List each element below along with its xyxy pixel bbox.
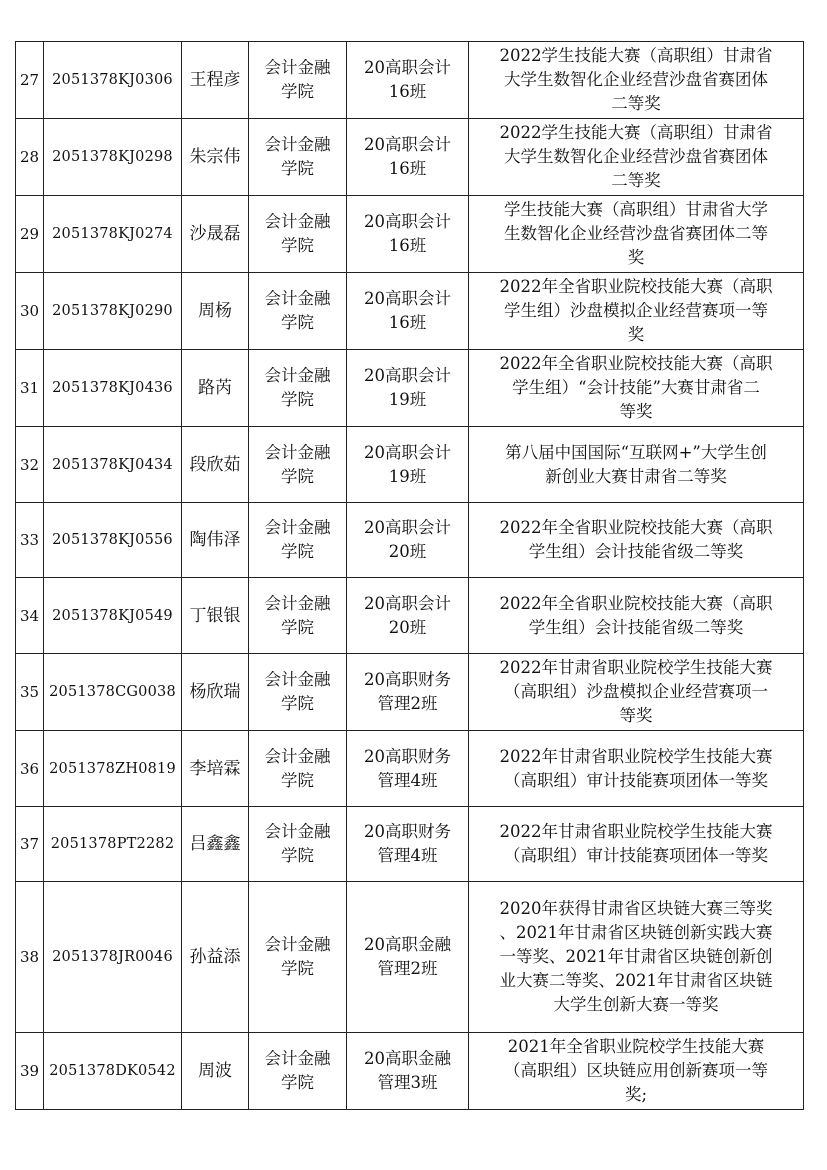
student-name: 陶伟泽 (182, 503, 249, 578)
student-id: 2051378DK0542 (44, 1033, 182, 1110)
award-description: 2022年甘肃省职业院校学生技能大赛 （高职组）审计技能赛项团体一等奖 (469, 807, 804, 882)
row-number: 35 (16, 654, 44, 731)
row-number: 30 (16, 273, 44, 350)
student-id: 2051378KJ0549 (44, 578, 182, 654)
college: 会计金融 学院 (249, 731, 347, 807)
student-name: 朱宗伟 (182, 119, 249, 196)
class-name: 20高职会计 19班 (347, 350, 469, 427)
award-description: 2022年甘肃省职业院校学生技能大赛 （高职组）审计技能赛项团体一等奖 (469, 731, 804, 807)
student-name: 杨欣瑞 (182, 654, 249, 731)
college: 会计金融 学院 (249, 42, 347, 119)
student-id: 2051378KJ0298 (44, 119, 182, 196)
student-name: 孙益添 (182, 882, 249, 1033)
table-row (16, 1033, 804, 1110)
award-description: 2022年全省职业院校技能大赛（高职 学生组）会计技能省级二等奖 (469, 578, 804, 654)
college: 会计金融 学院 (249, 273, 347, 350)
table-row (16, 119, 804, 196)
student-id: 2051378KJ0306 (44, 42, 182, 119)
class-name: 20高职财务 管理2班 (347, 654, 469, 731)
table-row (16, 654, 804, 731)
row-number: 27 (16, 42, 44, 119)
row-number: 36 (16, 731, 44, 807)
student-id: 2051378KJ0434 (44, 427, 182, 503)
student-name: 段欣茹 (182, 427, 249, 503)
class-name: 20高职财务 管理4班 (347, 731, 469, 807)
student-name: 吕鑫鑫 (182, 807, 249, 882)
class-name: 20高职会计 16班 (347, 42, 469, 119)
college: 会计金融 学院 (249, 578, 347, 654)
award-description: 2021年全省职业院校学生技能大赛 （高职组）区块链应用创新赛项一等 奖; (469, 1033, 804, 1110)
row-number: 28 (16, 119, 44, 196)
award-description: 2022学生技能大赛（高职组）甘肃省 大学生数智化企业经营沙盘省赛团体 二等奖 (469, 119, 804, 196)
row-number: 33 (16, 503, 44, 578)
award-description: 第八届中国国际“互联网+”大学生创 新创业大赛甘肃省二等奖 (469, 427, 804, 503)
table-row (16, 578, 804, 654)
college: 会计金融 学院 (249, 807, 347, 882)
row-number: 34 (16, 578, 44, 654)
college: 会计金融 学院 (249, 427, 347, 503)
table-row (16, 350, 804, 427)
class-name: 20高职金融 管理2班 (347, 882, 469, 1033)
award-description: 2022年甘肃省职业院校学生技能大赛 （高职组）沙盘模拟企业经营赛项一 等奖 (469, 654, 804, 731)
award-description: 2022年全省职业院校技能大赛（高职 学生组）沙盘模拟企业经营赛项一等 奖 (469, 273, 804, 350)
student-id: 2051378KJ0556 (44, 503, 182, 578)
class-name: 20高职会计 16班 (347, 119, 469, 196)
student-name: 路芮 (182, 350, 249, 427)
table-row (16, 273, 804, 350)
row-number: 39 (16, 1033, 44, 1110)
student-name: 周杨 (182, 273, 249, 350)
award-description: 2022学生技能大赛（高职组）甘肃省 大学生数智化企业经营沙盘省赛团体 二等奖 (469, 42, 804, 119)
college: 会计金融 学院 (249, 1033, 347, 1110)
college: 会计金融 学院 (249, 654, 347, 731)
college: 会计金融 学院 (249, 119, 347, 196)
class-name: 20高职会计 19班 (347, 427, 469, 503)
award-description: 学生技能大赛（高职组）甘肃省大学 生数智化企业经营沙盘省赛团体二等 奖 (469, 196, 804, 273)
student-name: 王程彦 (182, 42, 249, 119)
college: 会计金融 学院 (249, 882, 347, 1033)
college: 会计金融 学院 (249, 503, 347, 578)
student-name: 丁银银 (182, 578, 249, 654)
student-id: 2051378JR0046 (44, 882, 182, 1033)
row-number: 32 (16, 427, 44, 503)
student-id: 2051378ZH0819 (44, 731, 182, 807)
class-name: 20高职会计 16班 (347, 273, 469, 350)
award-table (15, 41, 804, 1110)
student-name: 周波 (182, 1033, 249, 1110)
college: 会计金融 学院 (249, 350, 347, 427)
class-name: 20高职会计 20班 (347, 578, 469, 654)
table-row (16, 807, 804, 882)
table-row (16, 503, 804, 578)
student-id: 2051378CG0038 (44, 654, 182, 731)
award-description: 2022年全省职业院校技能大赛（高职 学生组）会计技能省级二等奖 (469, 503, 804, 578)
class-name: 20高职会计 20班 (347, 503, 469, 578)
table-row (16, 42, 804, 119)
table-row (16, 882, 804, 1033)
student-id: 2051378PT2282 (44, 807, 182, 882)
student-name: 沙晟磊 (182, 196, 249, 273)
award-description: 2020年获得甘肃省区块链大赛三等奖 、2021年甘肃省区块链创新实践大赛 一等奖、2021年甘肃省区块链创新创 业大赛二等奖、2021年甘肃省区块链 大学生创新大赛一等奖 (469, 882, 804, 1033)
student-name: 李培霖 (182, 731, 249, 807)
class-name: 20高职金融 管理3班 (347, 1033, 469, 1110)
row-number: 29 (16, 196, 44, 273)
row-number: 37 (16, 807, 44, 882)
class-name: 20高职会计 16班 (347, 196, 469, 273)
class-name: 20高职财务 管理4班 (347, 807, 469, 882)
college: 会计金融 学院 (249, 196, 347, 273)
table-row (16, 731, 804, 807)
table-row (16, 427, 804, 503)
row-number: 38 (16, 882, 44, 1033)
award-description: 2022年全省职业院校技能大赛（高职 学生组）“会计技能”大赛甘肃省二 等奖 (469, 350, 804, 427)
student-id: 2051378KJ0274 (44, 196, 182, 273)
student-id: 2051378KJ0436 (44, 350, 182, 427)
row-number: 31 (16, 350, 44, 427)
table-row (16, 196, 804, 273)
student-id: 2051378KJ0290 (44, 273, 182, 350)
